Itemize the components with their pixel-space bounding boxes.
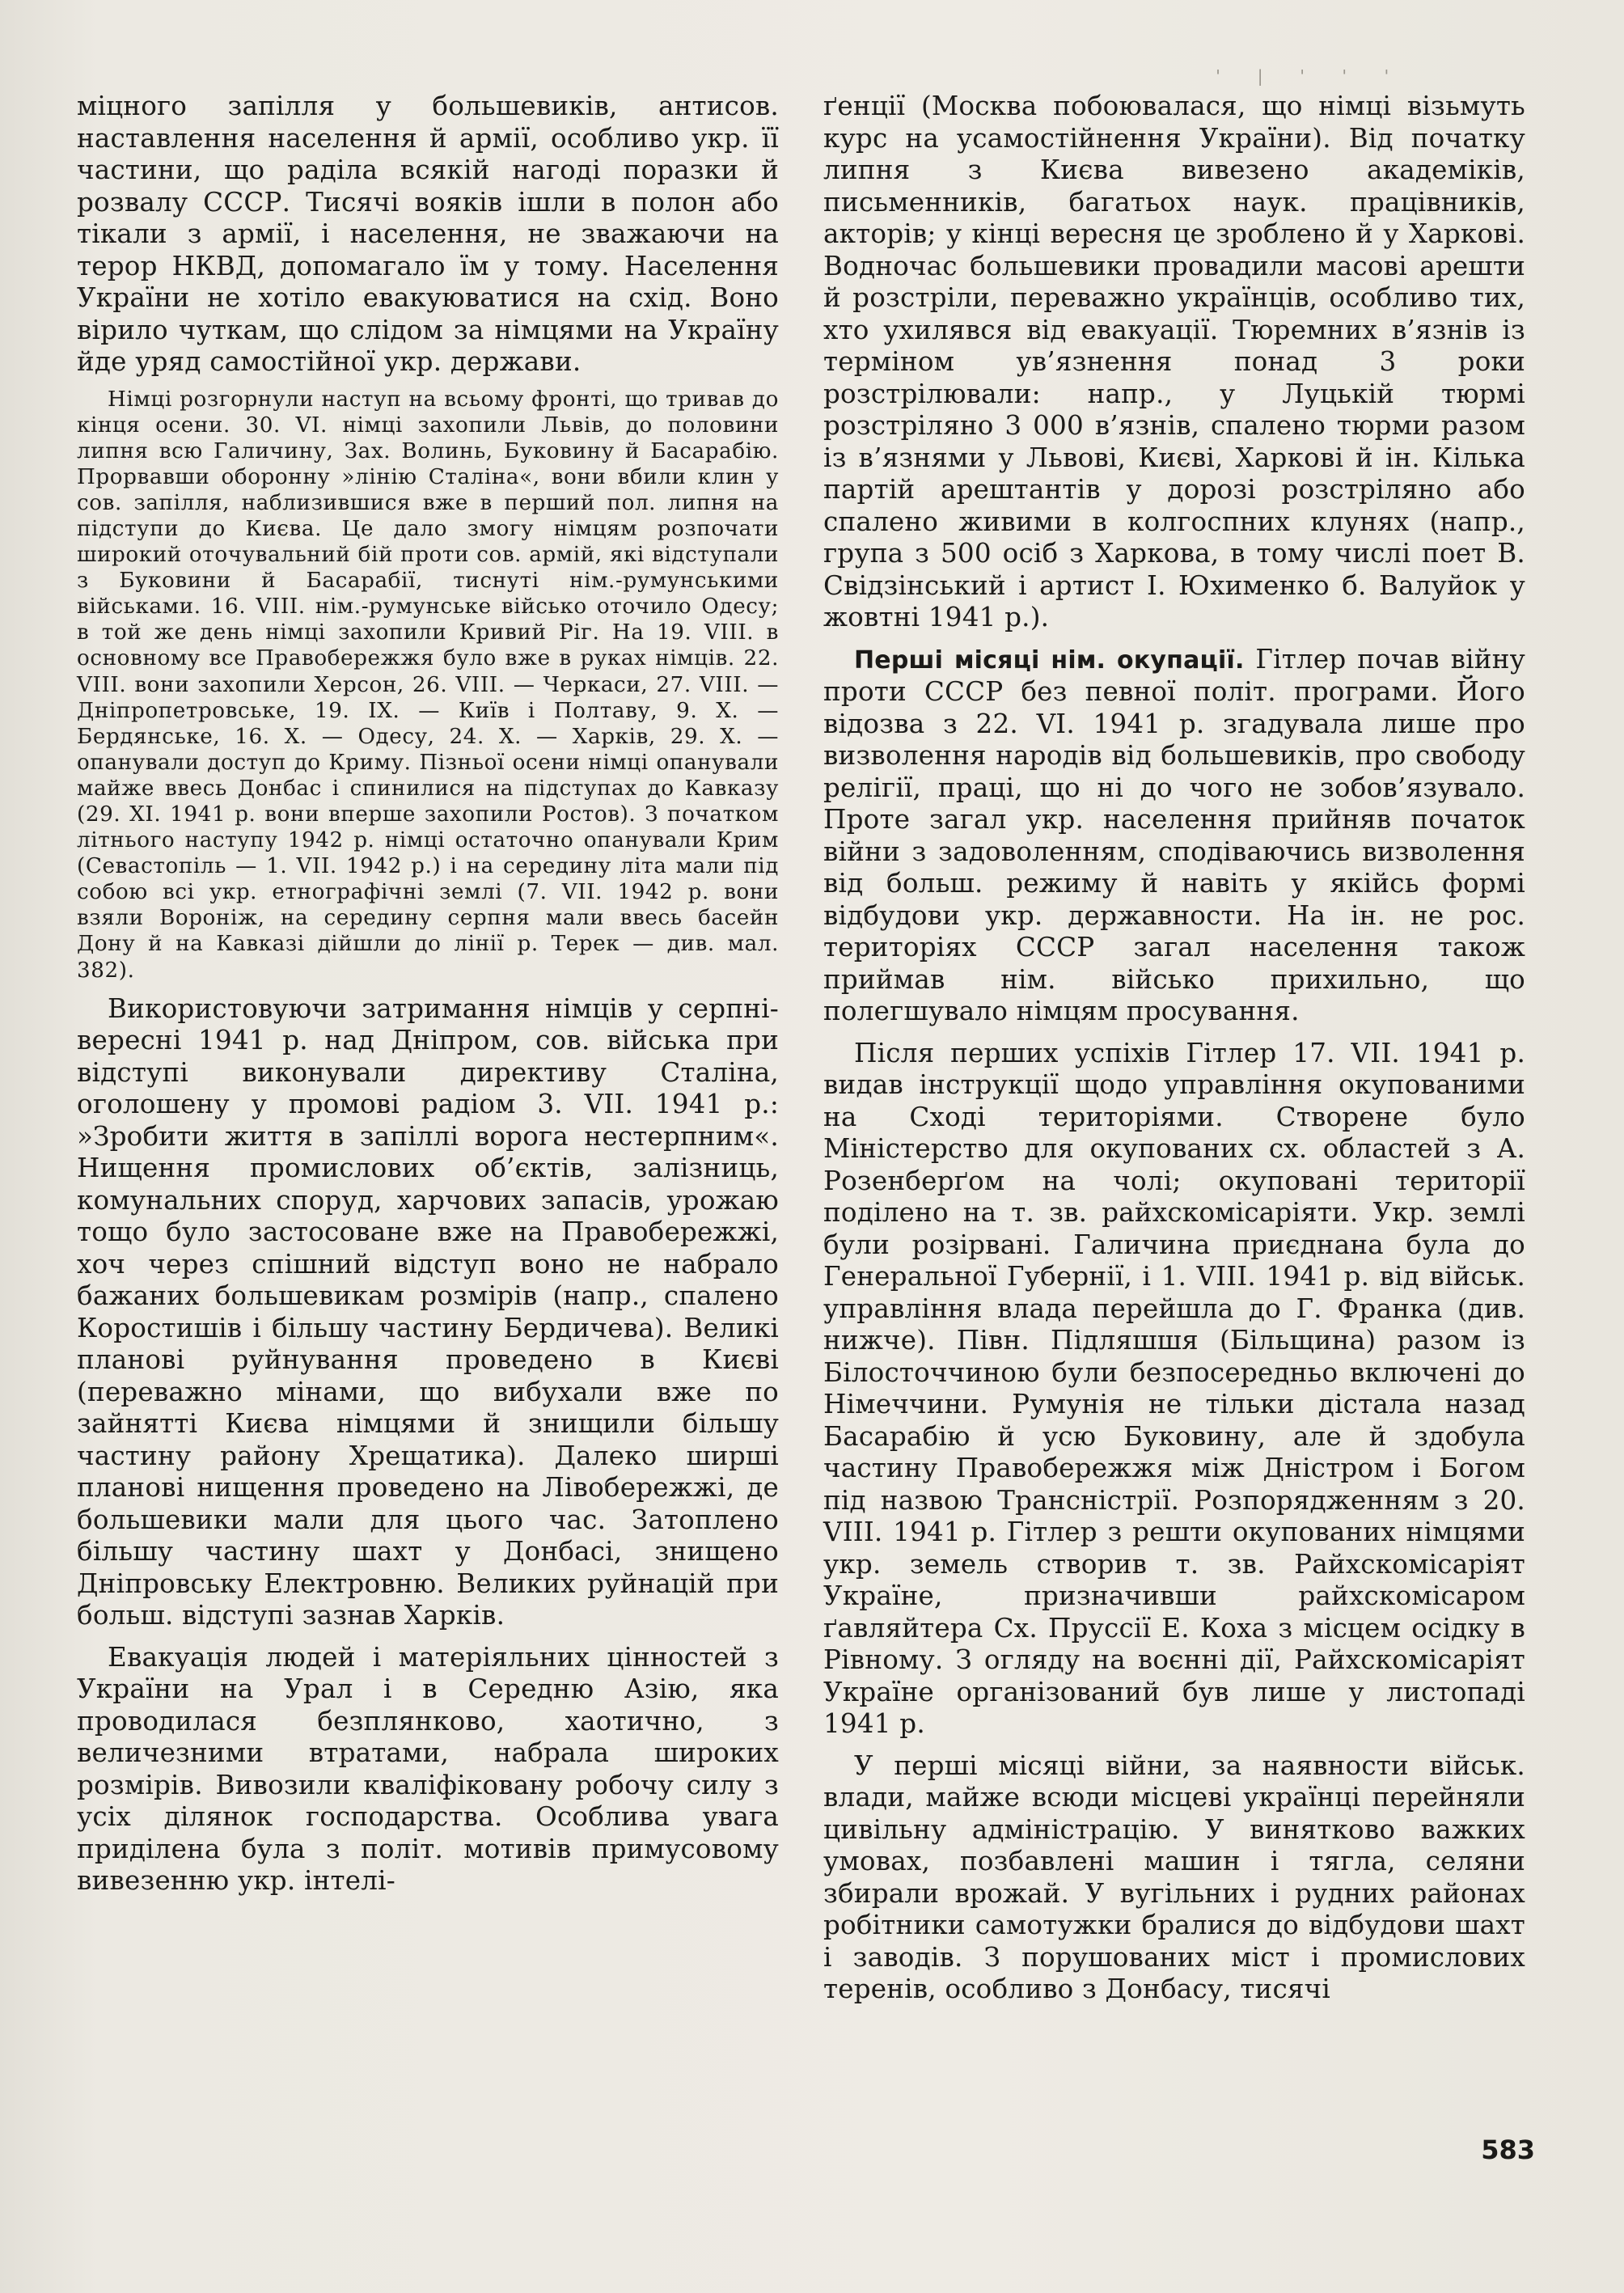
right-column bbox=[823, 91, 1525, 2006]
right-paragraph-4: У перші місяці війни, за наявности військ. влади, майже всюди місцеві українці перейняли цивільну адміністрацію. У винятково важких умовах, позбавлені машин і тягла, селяни збирали врожай. У вугільних і рудних районах робітники самотужки бралися до відбудови шахт і заводів. З порушованих міст і промислових теренів, особливо з Донбасу, тисячі bbox=[823, 1749, 1525, 2004]
right-paragraph-3: Після перших успіхів Гітлер 17. VII. 1941 р. видав інструкції щодо управління окупованими на Сході територіями. Створене було Міністерство для окупованих сх. областей з А. Розенберґом на чолі; окуповані території поділено на т. зв. райхскомісаріяти. Укр. землі були розірвані. Галичина приєднана була до Генеральної Губернії, і 1. VIII. 1941 р. від військ. управління влада перейшла до Г. Франка (див. нижче). Півн. Підляшшя (Більщина) разом із Білосточчиною були безпосередньо включені до Німеччини. Румунія не тільки дістала назад Басарабію й усю Буковину, але й здобула частину Правобережжя між Дністром і Богом під назвою Трансністрії. Розпорядженням з 20. VIII. 1941 р. Гітлер з решти окупованих німцями укр. земель створив т. зв. Райхскомісаріят Україне, призначивши райхскомісаром ґавляйтера Сх. Пруссії Е. Коха з місцем осідку в Рівному. З огляду на воєнні дії, Райхскомісаріят Україне організований був лише у листопаді 1941 р. bbox=[823, 1037, 1525, 1739]
section-heading: Перші місяці нім. окупації. bbox=[854, 645, 1245, 675]
right-paragraph-1: ґенції (Москва побоювалася, що німці візьмуть курс на усамостійнення України). Від початку липня з Києва вивезено академіків, письменників, багатьох наук. працівників, акторів; у кінці вересня це зроблено й у Харкові. Водночас большевики провадили масові арешти й розстріли, переважно українців, особливо тих, хто ухилявся від евакуації. Тюремних в’язнів із терміном ув’язнення понад 3 роки розстрілювали: напр., у Луцькій тюрмі розстріляно 3 000 в’язнів, спалено тюрми разом із в’язнями у Львові, Києві, Харкові й ін. Кілька партій арештантів у дорозі розстріляно або спалено живими в колгоспних клунях (напр., група з 500 осіб з Харкова, в тому числі поет В. Свідзінський і артист І. Юхименко б. Валуйок у жовтні 1941 р.). bbox=[823, 91, 1525, 632]
left-column bbox=[77, 91, 779, 1897]
left-paragraph-1: міцного запілля у большевиків, антисов. наставлення населення й армії, особливо укр. її частини, що раділа всякій нагоді поразки й розвалу СССР. Тисячі вояків ішли в полон або тікали з армії, і населення, не зважаючи на терор НКВД, допомагало їм у тому. Населення України не хотіло евакуюватися на схід. Воно вірило чуткам, що слідом за німцями на Україну йде уряд самостійної укр. держави. bbox=[77, 91, 779, 377]
left-paragraph-4: Евакуація людей і матеріяльних цінностей з України на Урал і в Середню Азію, яка проводилася безплянково, хаотично, з величезними втратами, набрала широких розмірів. Вивозили кваліфіковану робочу силу з усіх ділянок господарства. Особлива увага приділена була з політ. мотивів примусовому вивезенню укр. інтелі- bbox=[77, 1641, 779, 1897]
left-paragraph-3: Використовуючи затримання німців у серпні-вересні 1941 р. над Дніпром, сов. війська при відступі виконували директиву Сталіна, оголошену у промові радіом 3. VII. 1941 р.: »Зробити життя в запіллі ворога нестерпним«. Нищення промислових об’єктів, залізниць, комунальних споруд, харчових запасів, урожаю тощо було застосоване вже на Правобережжі, хоч через спішний відступ воно не набрало бажаних большевикам розмірів (напр., спалено Коростишів і більшу частину Бердичева). Великі планові руйнування проведено в Києві (переважно мінами, що вибухали вже по зайнятті Києва німцями й знищили більшу частину району Хрещатика). Далеко ширші планові нищення проведено на Лівобережжі, де большевики мали для цього час. Затоплено більшу частину шахт у Донбасі, знищено Дніпровську Електровню. Великих руйнацій при больш. відступі зазнав Харків. bbox=[77, 992, 779, 1631]
right-paragraph-2-body: Гітлер почав війну проти СССР без певної політ. програми. Його відозва з 22. VI. 1941 р. згадувала лише про визволення народів від большевиків, про свободу релігії, праці, що ні до чого не зобов’язувало. Проте загал укр. населення прийняв початок війни з задоволенням, сподіваючись визволення від больш. режиму й навіть у якійсь формі відбудови укр. державности. На ін. не рос. територіях СССР загал населення також приймав нім. військо прихильно, що полегшувало німцям просування. bbox=[823, 643, 1525, 1026]
right-paragraph-2 bbox=[823, 644, 1525, 1028]
left-paragraph-2: Німці розгорнули наступ на всьому фронті, що тривав до кінця осени. 30. VI. німці захопили Львів, до половини липня всю Галичину, Зах. Волинь, Буковину й Басарабію. Прорвавши оборонну »лінію Сталіна«, вони вбили клин у сов. запілля, наблизившися вже в перший пол. липня на підступи до Києва. Це дало змогу німцям розпочати широкий оточувальний бій проти сов. армій, які відступали з Буковини й Басарабії, тиснуті нім.-румунськими військами. 16. VIII. нім.-румунське військо оточило Одесу; в той же день німці захопили Кривий Ріг. На 19. VIII. в основному все Правобережжя було вже в руках німців. 22. VIII. вони захопили Херсон, 26. VIII. — Черкаси, 27. VIII. — Дніпропетровське, 19. IX. — Київ і Полтаву, 9. X. — Бердянське, 16. X. — Одесу, 24. X. — Харків, 29. X. — опанували доступ до Криму. Пізньої осени німці опанували майже ввесь Донбас і спинилися на підступах до Кавказу (29. XI. 1941 р. вони вперше захопили Ростов). З початком літнього наступу 1942 р. німці остаточно опанували Крим (Севастопіль — 1. VII. 1942 р.) і на середину літа мали під собою всі укр. етнографічні землі (7. VII. 1942 р. вони взяли Вороніж, на середину серпня мали ввесь басейн Дону й на Кавказі дійшли до лінії р. Терек — див. мал. 382). bbox=[77, 387, 779, 983]
page-number: 583 bbox=[1481, 2134, 1535, 2165]
scan-marks: ' | ' ' ' bbox=[1213, 66, 1403, 86]
